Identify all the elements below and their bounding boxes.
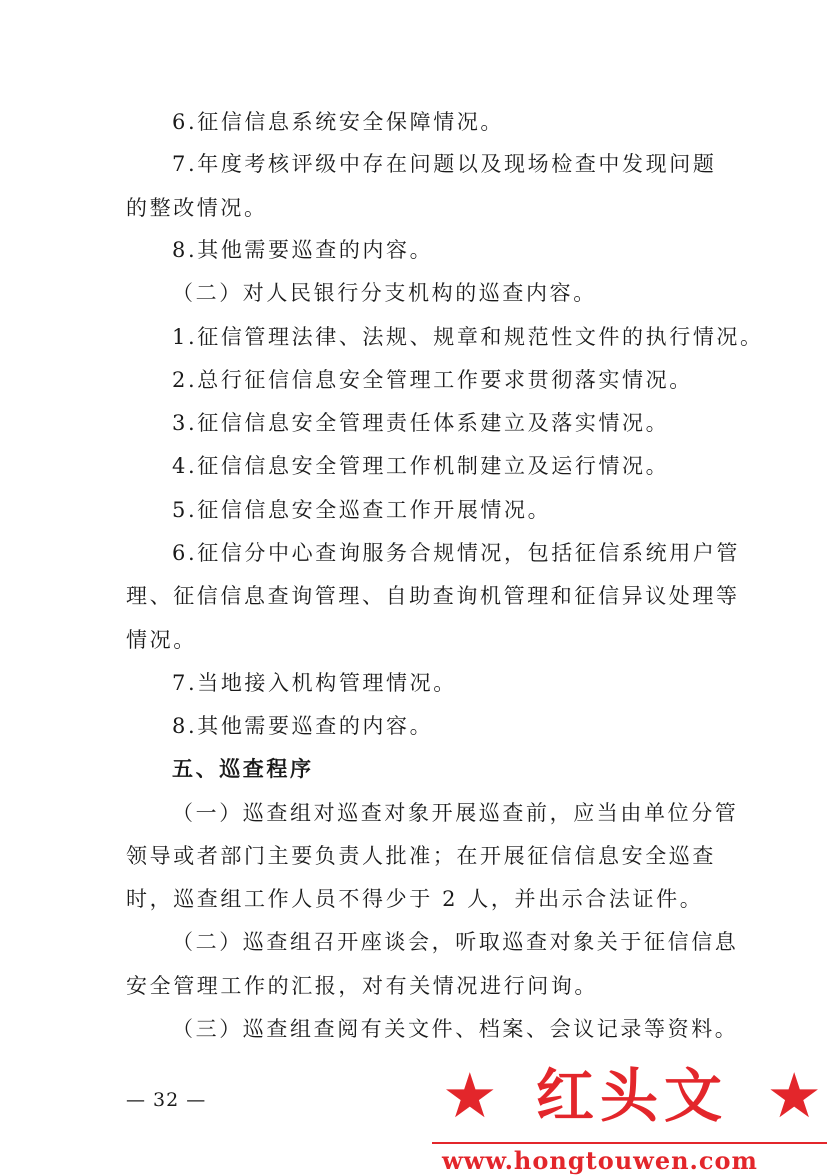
- text-line: 时，巡查组工作人员不得少于 2 人，并出示合法证件。: [126, 887, 704, 911]
- text-line: 1.征信管理法律、法规、规章和规范性文件的执行情况。: [172, 325, 764, 349]
- text-line: 7.年度考核评级中存在问题以及现场检查中发现问题: [172, 152, 717, 176]
- watermark-text: 红头文: [535, 1062, 728, 1130]
- text-line: 安全管理工作的汇报，对有关情况进行问询。: [126, 974, 598, 998]
- text-line: 领导或者部门主要负责人批准；在开展征信信息安全巡查: [126, 844, 716, 868]
- text-line: 5.征信信息安全巡查工作开展情况。: [172, 498, 552, 522]
- watermark-title: [442, 1056, 822, 1136]
- watermark-url: www.hongtouwen.com: [442, 1146, 758, 1175]
- text-line: （二）对人民银行分支机构的巡查内容。: [172, 281, 597, 305]
- text-line: （三）巡查组查阅有关文件、档案、会议记录等资料。: [172, 1017, 739, 1041]
- text-line: 8.其他需要巡查的内容。: [172, 714, 434, 738]
- text-line: （一）巡查组对巡查对象开展巡查前，应当由单位分管: [172, 801, 739, 825]
- text-line: （二）巡查组召开座谈会，听取巡查对象关于征信信息: [172, 930, 739, 954]
- text-line: 6.征信信息系统安全保障情况。: [172, 110, 505, 134]
- watermark: [430, 1050, 827, 1175]
- text-line: 6.征信分中心查询服务合规情况，包括征信系统用户管: [172, 541, 741, 565]
- page-number: — 32 —: [126, 1089, 207, 1111]
- text-line: 8.其他需要巡查的内容。: [172, 238, 434, 262]
- text-line: 的整改情况。: [126, 196, 268, 220]
- star-icon: ★: [442, 1059, 498, 1132]
- section-heading: 五、巡查程序: [172, 757, 314, 781]
- text-line: 4.征信信息安全管理工作机制建立及运行情况。: [172, 454, 670, 478]
- text-line: 2.总行征信信息安全管理工作要求贯彻落实情况。: [172, 368, 693, 392]
- text-line: 3.征信信息安全管理责任体系建立及落实情况。: [172, 411, 670, 435]
- watermark-divider: [432, 1142, 827, 1144]
- text-line: 7.当地接入机构管理情况。: [172, 671, 457, 695]
- text-line: 理、征信信息查询管理、自助查询机管理和征信异议处理等: [126, 584, 740, 608]
- star-icon: ★: [766, 1059, 822, 1132]
- text-line: 情况。: [126, 628, 197, 652]
